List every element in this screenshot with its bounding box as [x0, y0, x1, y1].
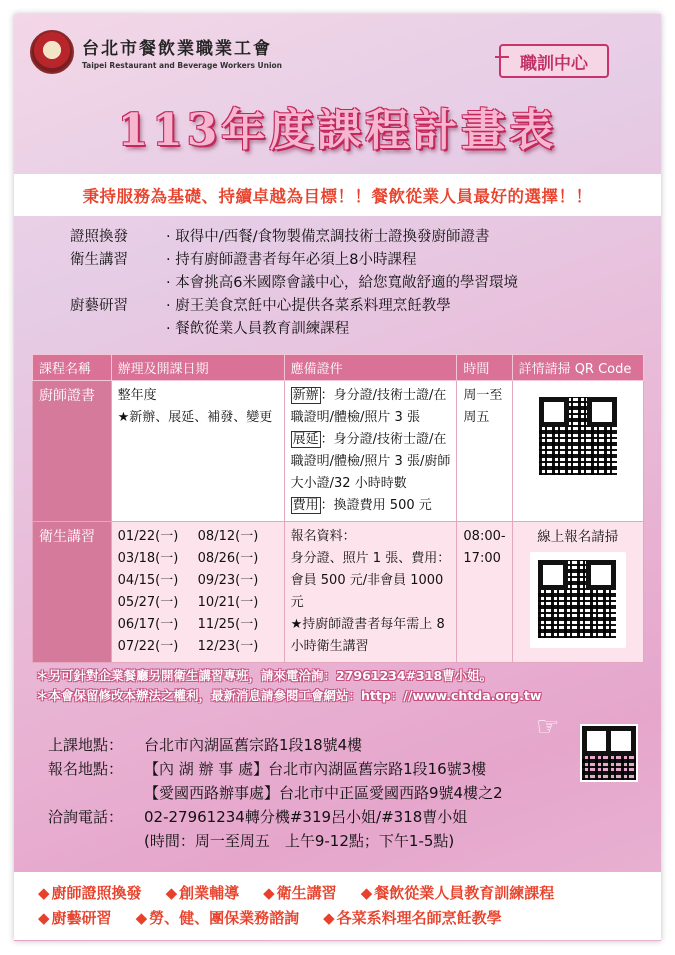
date-item: 12/23(一): [197, 639, 259, 654]
date-item: 05/27(一): [117, 595, 179, 610]
date-item: 09/23(一): [197, 573, 259, 588]
feature-text: · 廚王美食烹飪中心提供各菜系料理烹飪教學: [166, 294, 630, 315]
feature-label: 廚藝研習: [70, 298, 128, 314]
note-line: ＊另可針對企業餐廳另開衛生講習專班，請來電洽詢：27961234#318曹小姐。: [36, 668, 493, 683]
feature-item: [70, 316, 630, 339]
training-center-badge: 職訓中心: [499, 44, 609, 78]
chef-time: 周一至周五: [457, 381, 512, 522]
feature-text: · 持有廚師證書者每年必須上8小時課程: [166, 248, 630, 269]
union-emblem-icon: [30, 30, 74, 74]
date-item: 01/22(一): [117, 529, 179, 544]
date-item: 08/26(一): [197, 551, 259, 566]
org-name-zh: 台北市餐飲業職業工會: [82, 39, 272, 59]
contact-block: [48, 734, 608, 854]
column-header: 詳情請掃 QR Code: [512, 355, 643, 381]
chef-required-docs: 新辦 ：身分證/技術士證/在職證明/體檢/照片 3 張 展延 ：身分證/技術士證/在職證明/體檢/照片 3 張/廚師大小證/32 小時時數 費用 ：換證費用 500 元: [284, 381, 457, 522]
chef-qr-code-icon[interactable]: [537, 395, 619, 477]
hygiene-required-docs: 報名資料： 身分證、照片 1 張、費用：會員 500 元/非會員 1000 元 ★持廚師證書者每年需上 8 小時衛生講習: [284, 522, 457, 663]
date-item: 08/12(一): [197, 529, 259, 544]
table-row-hygiene: [33, 522, 644, 663]
page-title: 113年度課程計畫表: [117, 105, 558, 156]
feature-label: 證照換發: [70, 229, 128, 245]
feature-item: [70, 270, 630, 293]
feature-label: 衛生講習: [70, 252, 128, 268]
slogan-bar: [14, 174, 661, 216]
feature-text: · 餐飲從業人員教育訓練課程: [166, 317, 630, 338]
date-item: 03/18(一): [117, 551, 179, 566]
poster: [14, 14, 661, 941]
service-item: ◆ 各菜系料理名師烹飪教學: [323, 907, 502, 928]
note-line: ＊本會保留修改本辦法之權利，最新消息請參閱工會網站：http：//www.chtda.org.tw: [36, 688, 542, 703]
course-name: 衛生講習: [33, 522, 112, 663]
fee-tag: 費用: [292, 498, 319, 513]
new-tag: 新辦: [292, 388, 319, 403]
phone-label: 洽詢電話：: [48, 808, 124, 826]
service-item: ◆ 餐飲從業人員教育訓練課程: [361, 882, 555, 903]
course-table: [32, 354, 644, 663]
signup-location-label: 報名地點：: [48, 760, 124, 778]
service-item: ◆ 勞、健、團保業務諮詢: [136, 907, 300, 928]
org-name-en: Taipei Restaurant and Beverage Workers Union: [82, 61, 283, 70]
hygiene-time: 08:00-17:00: [457, 522, 512, 663]
phone-value: 02-2796123​4轉分機#319呂小姐/#318曹小姐: [144, 808, 468, 826]
column-header: 課程名稱: [33, 355, 112, 381]
renew-tag: 展延: [292, 432, 319, 447]
feature-text: · 取得中/西餐/食物製備烹調技術士證換發廚師證書: [166, 225, 630, 246]
date-item: 07/22(一): [117, 639, 179, 654]
date-item: 06/17(一): [117, 617, 179, 632]
feature-item: [70, 247, 630, 270]
hygiene-dates: [111, 522, 284, 663]
service-item: ◆ 衛生講習: [263, 882, 337, 903]
feature-item: [70, 293, 630, 316]
service-item: ◆ 廚藝研習: [38, 907, 112, 928]
signup-qr-code-icon[interactable]: [536, 558, 618, 640]
notes: [36, 666, 656, 706]
column-header: 辦理及開課日期: [111, 355, 284, 381]
column-header: 應備證件: [284, 355, 457, 381]
course-name: 廚師證書: [33, 381, 112, 522]
service-item: ◆ 廚師證照換發: [38, 882, 142, 903]
table-row-chef-certificate: [33, 381, 644, 522]
service-item: ◆ 創業輔導: [166, 882, 240, 903]
org-logo-block: [30, 30, 282, 74]
services-bar: [14, 872, 661, 940]
class-location-label: 上課地點：: [48, 736, 124, 754]
signup-location-value: 【內 湖 辦 事 處】台北市內湖區舊宗路1段16號3樓: [144, 760, 487, 778]
feature-text: · 本會挑高6米國際會議中心，給您寬敞舒適的學習環境: [166, 271, 630, 292]
office-hours: (時間：周一至周五 上午9-12點；下午1-5點): [144, 832, 455, 850]
feature-item: [70, 224, 630, 247]
column-header: 時間: [457, 355, 512, 381]
date-item: 04/15(一): [117, 573, 179, 588]
date-item: 10/21(一): [197, 595, 259, 610]
chef-schedule: 整年度 ★新辦、展延、補發、變更: [111, 381, 284, 522]
qr-label: 線上報名請掃: [537, 529, 619, 545]
slogan-text: 秉持服務為基礎、持續卓越為目標！！餐飲從業人員最好的選擇！！: [82, 187, 593, 206]
signup-location-value: 【愛國西路辦事處】台北市中正區愛國西路9號4樓之2: [144, 784, 503, 802]
pointing-hand-icon: ☞: [536, 712, 560, 742]
class-location-value: 台北市內湖區舊宗路1段18號4樓: [144, 736, 363, 754]
table-header-row: [33, 355, 644, 381]
feature-list: [70, 224, 630, 339]
date-item: 11/25(一): [197, 617, 259, 632]
